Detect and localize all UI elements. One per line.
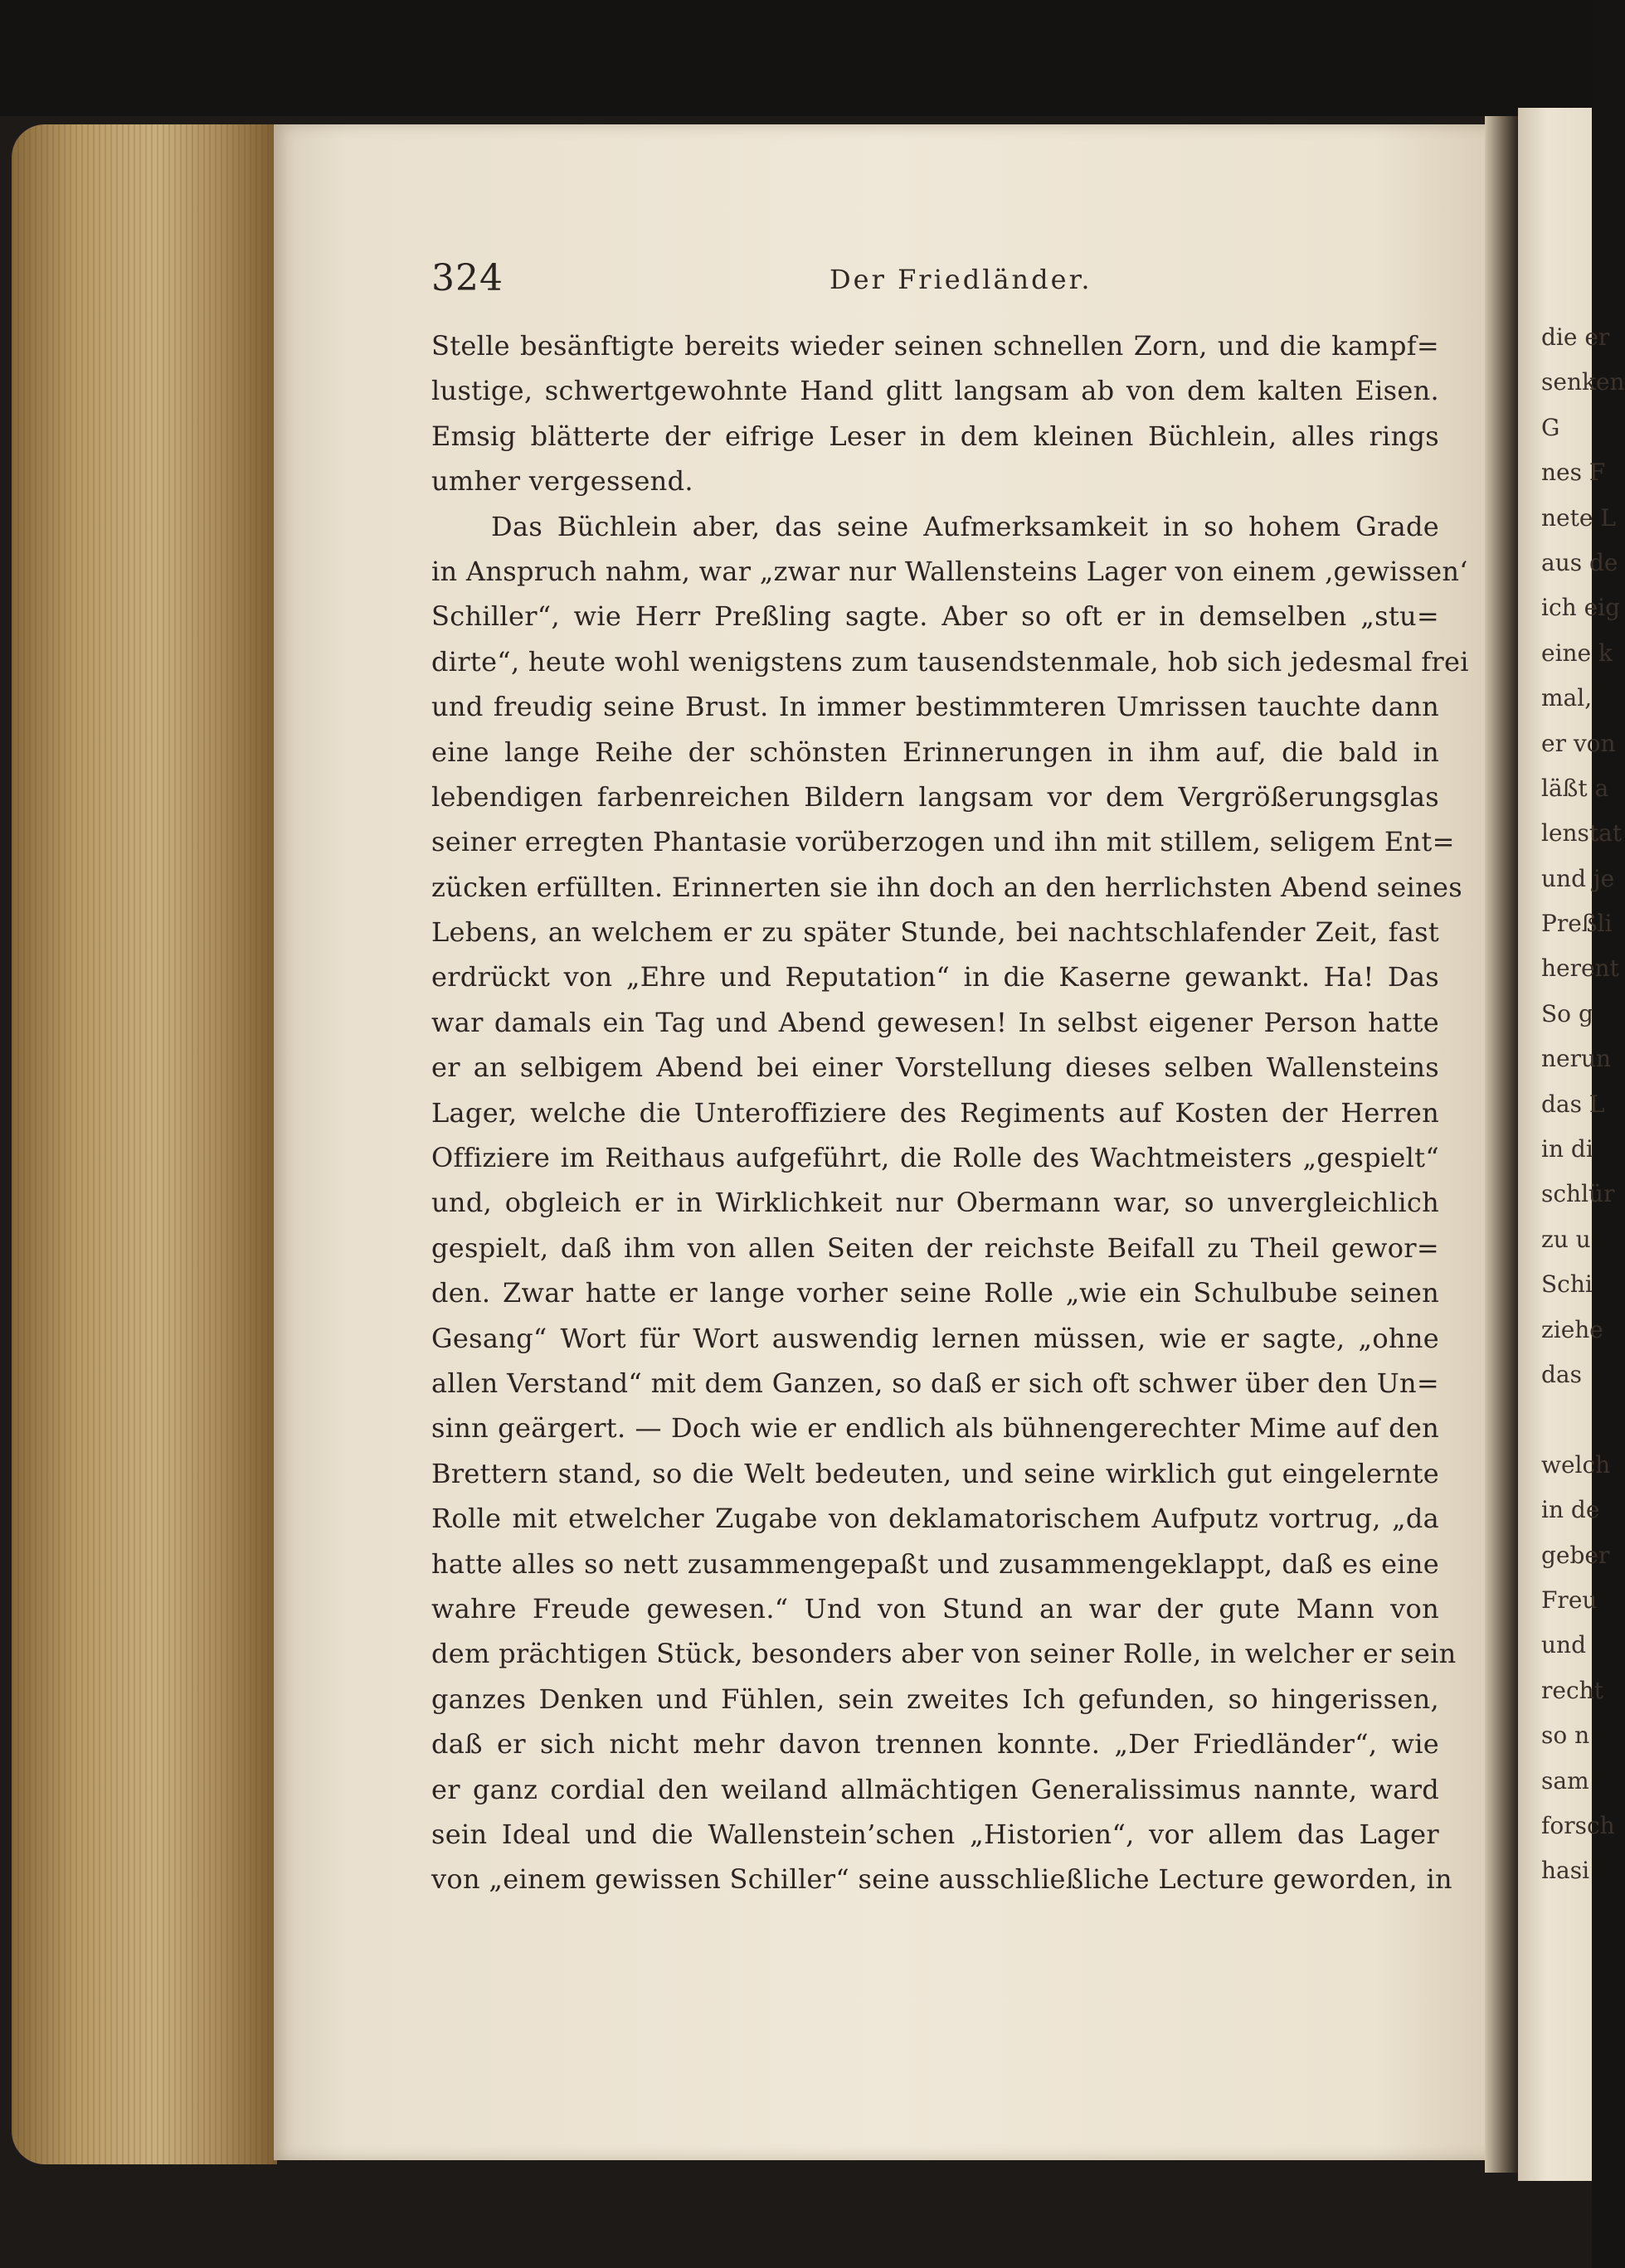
- text-line: Lager, welche die Unteroffiziere des Regiments auf Kosten der Herren: [431, 1096, 1439, 1129]
- text-line: hatte alles so nett zusammengepaßt und zusammengeklappt, daß es eine: [431, 1547, 1439, 1580]
- text-line: zücken erfüllten. Erinnerten sie ihn doch an den herrlichsten Abend seines: [431, 871, 1462, 903]
- fragment-line: [1541, 1397, 1599, 1442]
- fragment-line: und: [1541, 1631, 1586, 1659]
- right-page-edge: [1518, 108, 1625, 2181]
- fragment-line: zu u: [1541, 1225, 1591, 1253]
- fragment-line: so n: [1541, 1722, 1590, 1750]
- fragment-line: ziehe: [1541, 1315, 1603, 1343]
- text-line: erdrückt von „Ehre und Reputation“ in die Kaserne gewankt. Ha! Das: [431, 961, 1439, 993]
- fragment-line: das L: [1541, 1090, 1605, 1118]
- fragment-line: geber: [1541, 1541, 1610, 1569]
- text-line: sinn geärgert. — Doch wie er endlich als bühnengerechter Mime auf den: [431, 1412, 1439, 1445]
- text-line: von „einem gewissen Schiller“ seine ausschließliche Lecture geworden, in: [431, 1863, 1452, 1896]
- text-line: gespielt, daß ihm von allen Seiten der reichste Beifall zu Theil gewor=: [431, 1231, 1439, 1264]
- text-line: lebendigen farbenreichen Bildern langsam vor dem Vergrößerungsglas: [431, 780, 1439, 813]
- text-line: Offiziere im Reithaus aufgeführt, die Rolle des Wachtmeisters „gespielt“: [431, 1142, 1439, 1174]
- fragment-line: das: [1541, 1360, 1582, 1388]
- fragment-line: die er: [1541, 323, 1610, 351]
- fragment-line: forsch: [1541, 1811, 1615, 1839]
- fragment-line: ich eig: [1541, 594, 1621, 622]
- text-line: dirte“, heute wohl wenigstens zum tausendstenmale, hob sich jedesmal frei: [431, 645, 1469, 677]
- text-line: sein Ideal und die Wallenstein’schen „Historien“, vor allem das Lager: [431, 1818, 1439, 1850]
- fragment-line: So g: [1541, 999, 1593, 1027]
- fragment-line: nete L: [1541, 503, 1616, 532]
- text-line: dem prächtigen Stück, besonders aber von seiner Rolle, in welcher er sein: [431, 1638, 1457, 1670]
- fragment-line: Schi: [1541, 1270, 1593, 1299]
- text-line: allen Verstand“ mit dem Ganzen, so daß er sich oft schwer über den Un=: [431, 1367, 1439, 1399]
- text-line: seiner erregten Phantasie vorüberzogen und ihn mit stillem, seligem Ent=: [431, 826, 1455, 858]
- right-page-fragments: [1541, 315, 1625, 1894]
- left-page: [274, 124, 1497, 2160]
- text-line: er ganz cordial den weiland allmächtigen Generalissimus nannte, ward: [431, 1773, 1439, 1805]
- fragment-line: nes F: [1541, 459, 1606, 487]
- fragment-line: in di: [1541, 1135, 1593, 1163]
- fragment-line: eine k: [1541, 639, 1613, 667]
- text-line: eine lange Reihe der schönsten Erinnerungen in ihm auf, die bald in: [431, 736, 1439, 768]
- book-gutter: [1485, 116, 1518, 2173]
- body-text: [431, 323, 1469, 1902]
- fragment-line: herent: [1541, 954, 1619, 983]
- fragment-line: aus de: [1541, 548, 1618, 576]
- text-line: Rolle mit etwelcher Zugabe von deklamatorischem Aufputz vortrug, „da: [431, 1503, 1439, 1535]
- text-line: daß er sich nicht mehr davon trennen konnte. „Der Friedländer“, wie: [431, 1728, 1439, 1760]
- text-line: und, obgleich er in Wirklichkeit nur Obermann war, so unvergleichlich: [431, 1187, 1439, 1219]
- text-line: war damals ein Tag und Abend gewesen! In selbst eigener Person hatte: [431, 1006, 1439, 1038]
- fragment-line: Freu: [1541, 1586, 1598, 1614]
- page-number: 324: [431, 257, 504, 299]
- fragment-line: und je: [1541, 864, 1615, 892]
- fragment-line: Preßli: [1541, 910, 1613, 938]
- fragment-line: welch: [1541, 1450, 1611, 1479]
- text-line: umher vergessend.: [431, 465, 693, 498]
- fragment-line: läßt a: [1541, 774, 1609, 802]
- fragment-line: in de: [1541, 1496, 1600, 1524]
- running-head: Der Friedländer.: [830, 264, 1092, 295]
- fragment-line: sam: [1541, 1766, 1589, 1794]
- text-line: wahre Freude gewesen.“ Und von Stund an war der gute Mann von: [431, 1592, 1439, 1625]
- page-edges: [12, 124, 277, 2164]
- text-line: Schiller“, wie Herr Preßling sagte. Aber so oft er in demselben „stu=: [431, 600, 1439, 633]
- fragment-line: lenstat: [1541, 819, 1623, 847]
- fragment-line: G: [1541, 413, 1560, 441]
- text-line: Lebens, an welchem er zu später Stunde, bei nachtschlafender Zeit, fast: [431, 916, 1439, 949]
- text-line: Das Büchlein aber, das seine Aufmerksamkeit in so hohem Grade: [491, 510, 1439, 542]
- text-line: und freudig seine Brust. In immer bestimmteren Umrissen tauchte dann: [431, 691, 1439, 723]
- fragment-line: nerun: [1541, 1045, 1612, 1073]
- text-line: er an selbigem Abend bei einer Vorstellung dieses selben Wallensteins: [431, 1051, 1439, 1084]
- fragment-line: er von: [1541, 729, 1616, 757]
- text-line: Stelle besänftigte bereits wieder seinen schnellen Zorn, und die kampf=: [431, 330, 1439, 362]
- text-line: den. Zwar hatte er lange vorher seine Rolle „wie ein Schulbube seinen: [431, 1277, 1439, 1309]
- fragment-line: recht: [1541, 1676, 1603, 1704]
- fragment-line: schlür: [1541, 1180, 1615, 1208]
- text-line: Emsig blätterte der eifrige Leser in dem kleinen Büchlein, alles rings: [431, 420, 1439, 452]
- fragment-line: hasi: [1541, 1857, 1590, 1885]
- text-line: ganzes Denken und Fühlen, sein zweites Ich gefunden, so hingerissen,: [431, 1683, 1439, 1715]
- page-header: [274, 257, 1497, 315]
- text-line: Gesang“ Wort für Wort auswendig lernen müssen, wie er sagte, „ohne: [431, 1322, 1439, 1354]
- fragment-line: senken: [1541, 368, 1625, 396]
- text-line: lustige, schwertgewohnte Hand glitt langsam ab von dem kalten Eisen.: [431, 375, 1439, 407]
- text-line: in Anspruch nahm, war „zwar nur Wallensteins Lager von einem ‚gewissen‘: [431, 555, 1468, 587]
- text-line: Brettern stand, so die Welt bedeuten, und seine wirklich gut eingelernte: [431, 1457, 1439, 1489]
- fragment-line: mal,: [1541, 684, 1593, 712]
